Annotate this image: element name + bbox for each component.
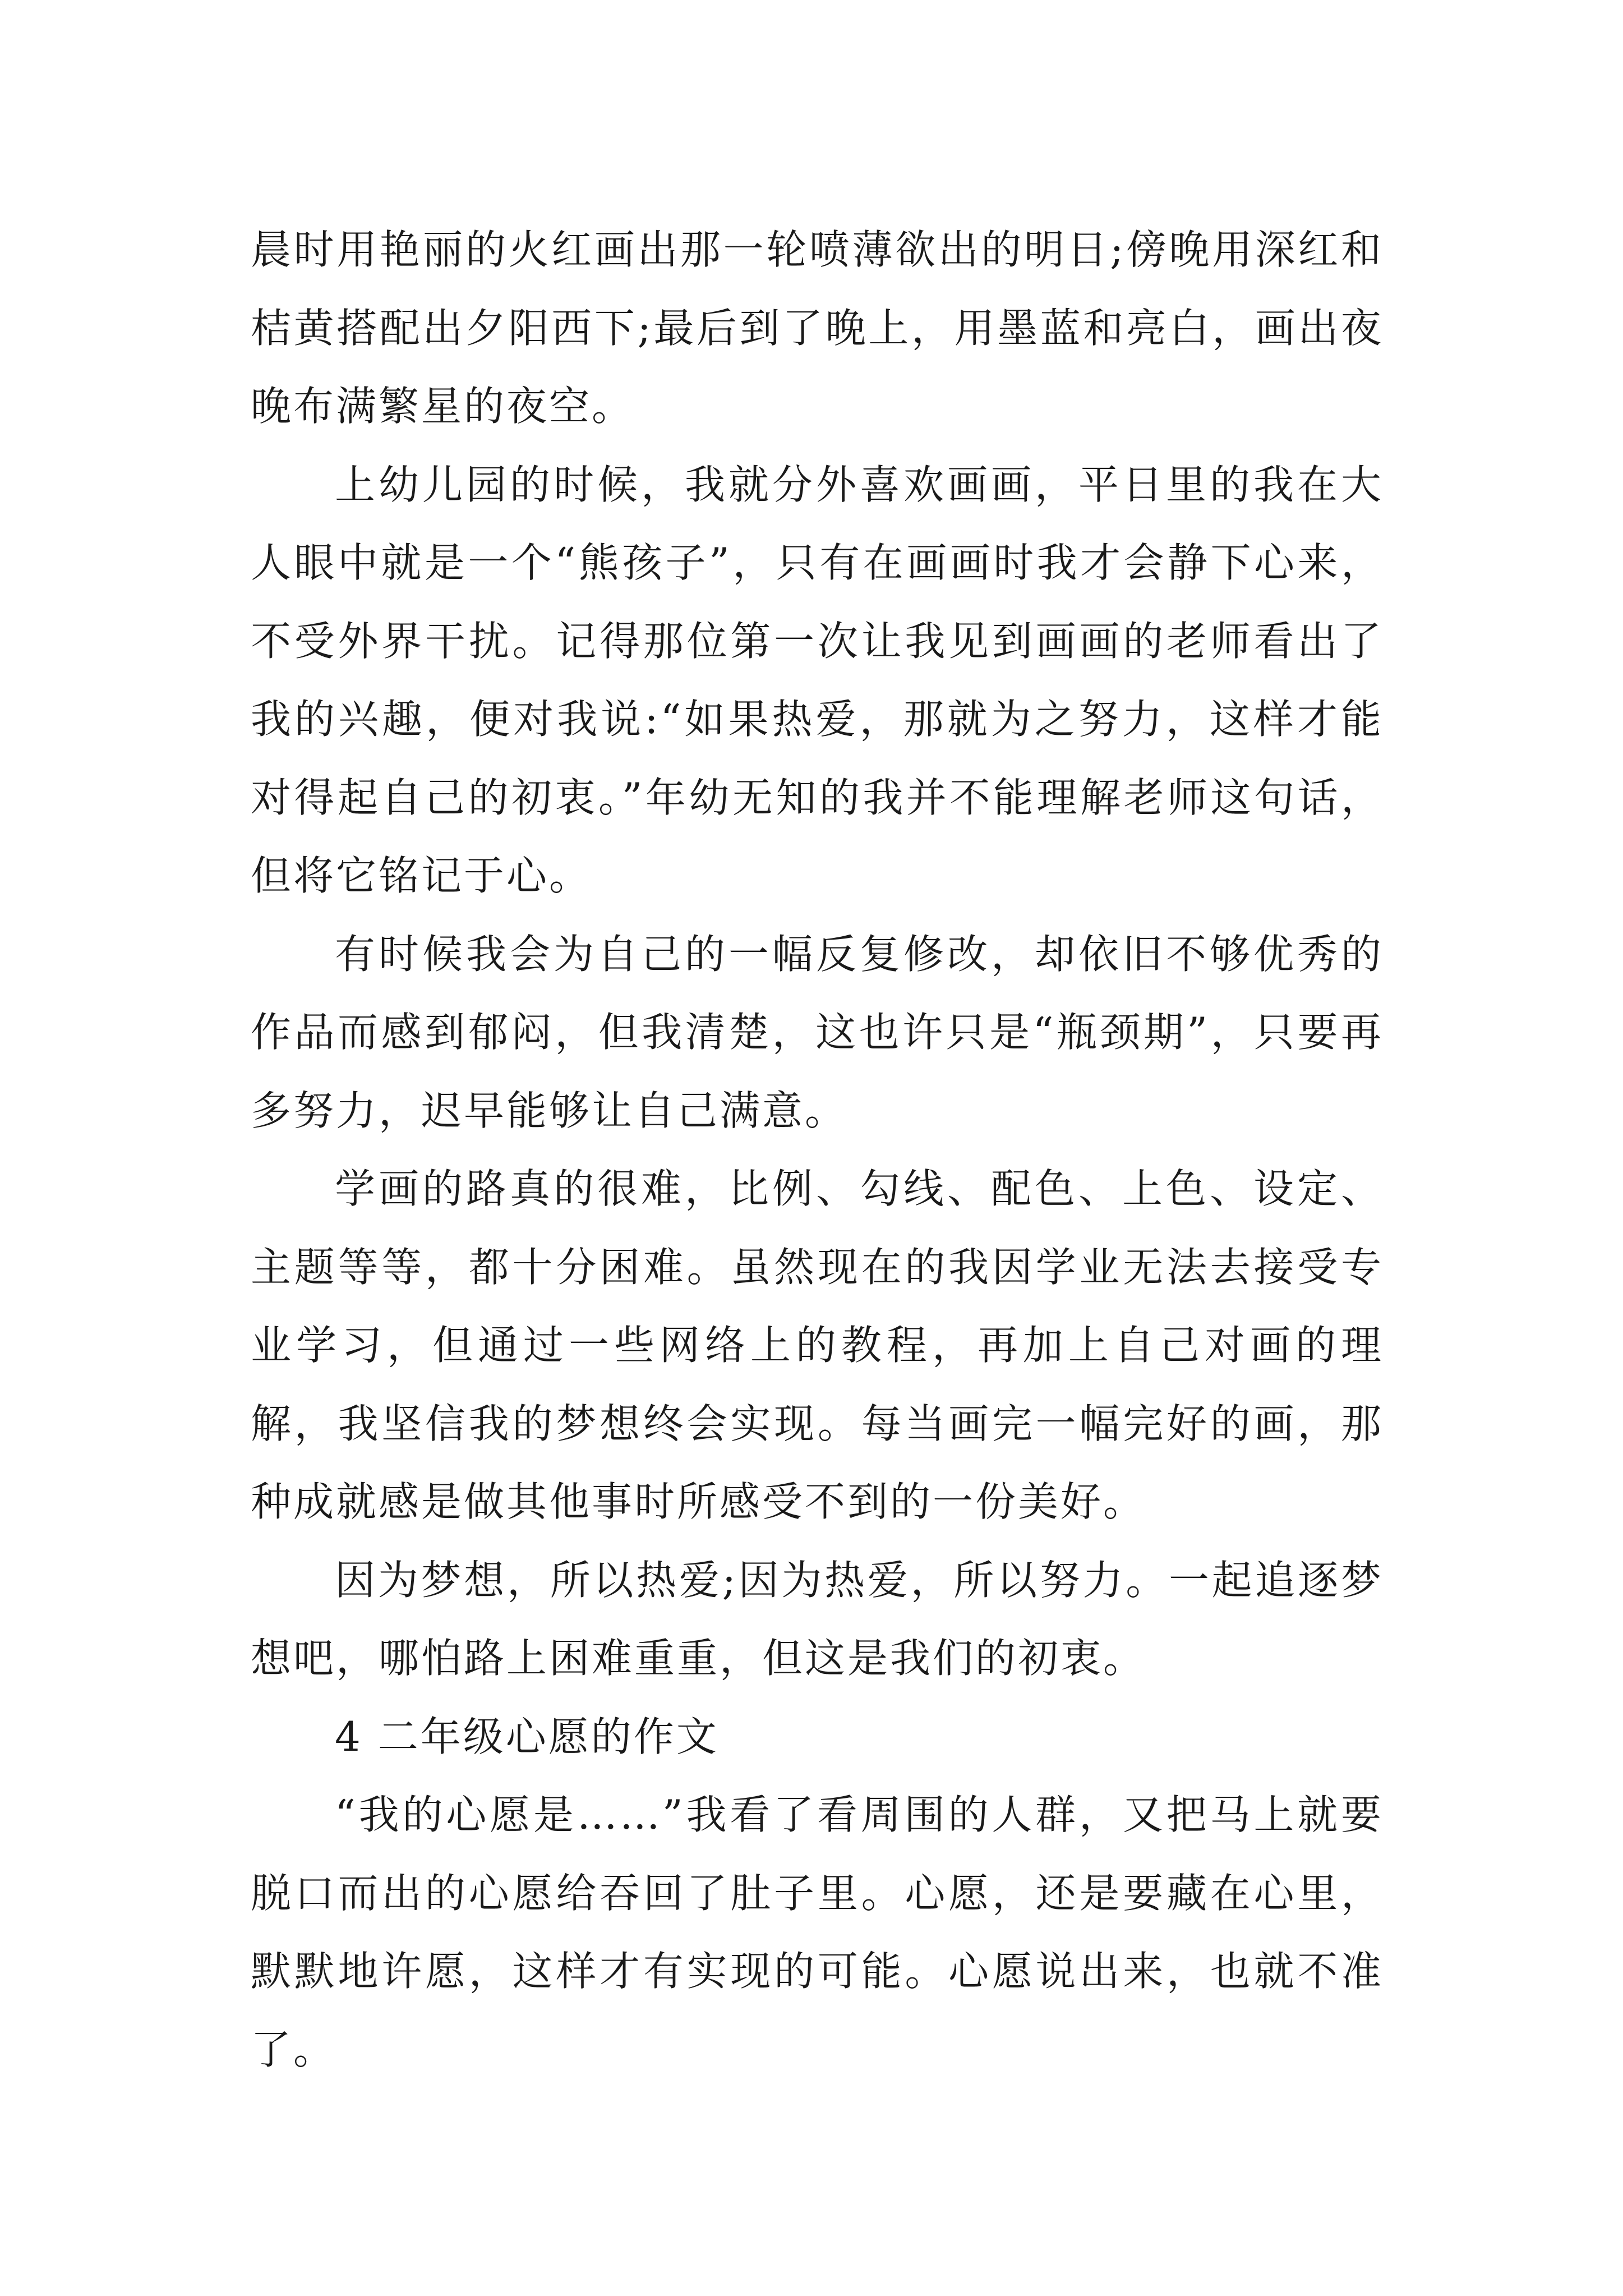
paragraph-kindergarten: 上幼儿园的时候，我就分外喜欢画画，平日里的我在大人眼中就是一个“熊孩子”，只有在画画时我才会静下心来，不受外界干扰。记得那位第一次让我见到画画的老师看出了我的兴趣，便对我说:“如果热爱，那就为之努力，这样才能对得起自己的初衷。”年幼无知的我并不能理解老师这句话，但将它铭记于心。 <box>251 461 1384 899</box>
paragraph-wish: “我的心愿是……”我看了看周围的人群，又把马上就要脱口而出的心愿给吞回了肚子里。心愿，还是要藏在心里，默默地许愿，这样才有实现的可能。心愿说出来，也就不准了。 <box>251 1791 1384 2073</box>
document-body <box>251 211 1384 2089</box>
paragraph-learning-path: 学画的路真的很难，比例、勾线、配色、上色、设定、主题等等，都十分困难。虽然现在的我因学业无法去接受专业学习，但通过一些网络上的教程，再加上自己对画的理解，我坚信我的梦想终会实现。每当画完一幅完好的画，那种成就感是做其他事时所感受不到的一份美好。 <box>251 1165 1384 1525</box>
paragraph-conclusion: 因为梦想，所以热爱;因为热爱，所以努力。一起追逐梦想吧，哪怕路上困难重重，但这是我们的初衷。 <box>251 1556 1384 1682</box>
section-heading: 4 二年级心愿的作文 <box>335 1713 719 1760</box>
paragraph-continuation: 晨时用艳丽的火红画出那一轮喷薄欲出的明日;傍晚用深红和桔黄搭配出夕阳西下;最后到了晚上，用墨蓝和亮白，画出夜晚布满繁星的夜空。 <box>251 226 1384 430</box>
paragraph-bottleneck: 有时候我会为自己的一幅反复修改，却依旧不够优秀的作品而感到郁闷，但我清楚，这也许只是“瓶颈期”，只要再多努力，迟早能够让自己满意。 <box>251 930 1384 1134</box>
